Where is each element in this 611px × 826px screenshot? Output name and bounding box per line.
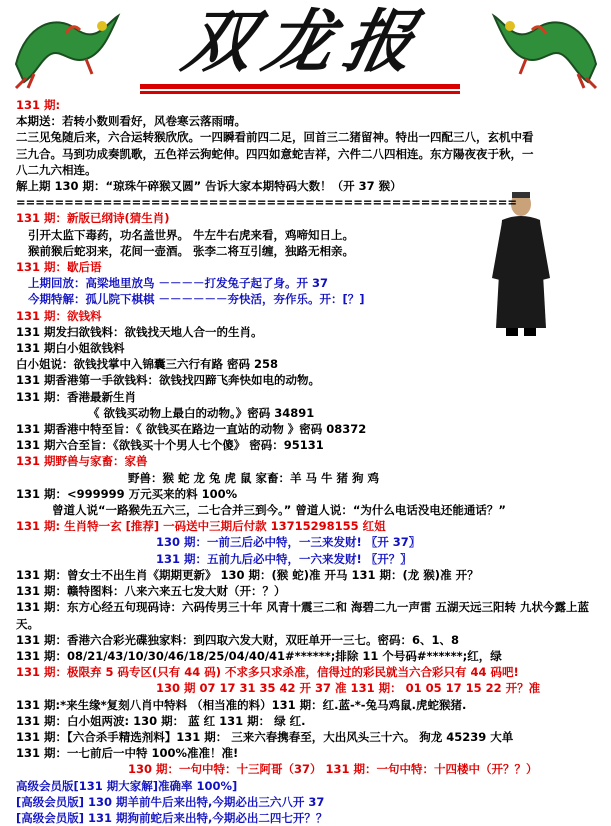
text-line: 130 期：一句中特：十三阿哥（37） 131 期：一句中特：十四楼中（开？？） (128, 762, 538, 777)
text-line: 131 期：五前九后必中特，一六来发财! 〖开？〗 (156, 551, 412, 566)
text-line: 《 欲钱买动物上最白的动物。》密码 34891 (88, 405, 315, 420)
text-line: 131 期：白小姐两波: 130 期： 蓝 红 131 期： 绿 红. (16, 713, 306, 728)
text-line: 今期特解：孤儿院下棋棋 －－－－－－夯快活，夯作乐。开：[？] (28, 292, 365, 307)
text-line: 131 期：<999999 万元买来的料 100% (16, 486, 238, 501)
text-line: 三九合。马到功成奏凯歌，五色祥云狗蛇伸。四四如意蛇吉祥，六件二八四相连。东方陽夜夜于秋，一 (16, 146, 534, 161)
text-line: 猴前猴后蛇羽来，花间一壶酒。 张李二将互引缠，独路无相亲。 (28, 243, 355, 258)
text-line: 131 期野兽与家畜：家兽 (16, 454, 148, 469)
text-line: 131 期六合至旨：《欲钱买十个男人七个傻》 密码：95131 (16, 438, 324, 453)
text-line: [高级会员版] 130 期羊前牛后来出特,今期必出三六八开 37 (16, 794, 325, 809)
text-line: 131 期：欲钱料 (16, 308, 102, 323)
text-line: 曾道人说“一路猴先五六三，二七合并三到今。” 曾道人说：“为什么电话没电还能通话？” (52, 503, 506, 518)
text-line: 131 期：【六合杀手精选剂料】131 期： 三来六春携春至，大出风头三十六。 狗龙 45239 大单 (16, 729, 514, 744)
text-line: 引开太监下毒药，功名盖世界。 牛左牛右虎来看，鸡啼知日上。 (28, 227, 355, 242)
page-title: 双龙报 (176, 2, 434, 82)
text-line: 解上期 130 期：“琼珠午碎猴又圆” 告诉大家本期特码大数！（开 37 猴） (16, 179, 402, 194)
text-line: 野兽：猴 蛇 龙 兔 虎 鼠 家畜：羊 马 牛 猪 狗 鸡 (128, 470, 380, 485)
text-line: 131 期发扫欲钱料：欲钱找天地人合一的生肖。 (16, 324, 263, 339)
text-line: [高级会员版] 131 期狗前蛇后来出特,今期必出二四七开？？ (16, 810, 328, 825)
text-line: 131 期香港中特至旨：《 欲钱买在路边一直站的动物 》密码 08372 (16, 422, 367, 437)
text-line: 131 期白小姐欲钱料 (16, 341, 125, 356)
text-line: 131 期：东方心经五句现码诗：六码传男三十年 风青十震三二和 海碧二九一声雷 五湖天远三阳转 九状今露上蓝天。 (16, 600, 590, 631)
dragon-left-icon (6, 4, 126, 92)
text-line: 131 期：赣特图料：八来六来五七发大财（开：？） (16, 584, 286, 599)
text-line: 131 期：香港六合彩光碟独家料：到四取六发大财，双旺单开一三七。密码：6、1、8 (16, 632, 460, 647)
text-line: 131 期：歇后语 (16, 260, 102, 275)
header-banner (0, 0, 611, 95)
text-line: 高级会员版[131 期大家解]准确率 100%] (16, 778, 238, 793)
text-line: ==================================================== (16, 195, 518, 210)
text-line: 131 期: (16, 98, 61, 112)
article-body (16, 97, 600, 826)
text-line: 八二九六相连。 (16, 162, 97, 177)
dragon-right-icon (486, 4, 606, 92)
text-line: 130 期 07 17 31 35 42 开 37 准 131 期： 01 05 17 15 22 开？准 (156, 681, 541, 696)
text-line: 131 期:*来生缘*复刻八肖中特料 （相当准的料）131 期：红.蓝-*-兔马鸡鼠.虎蛇猴猪. (16, 697, 467, 712)
text-line: 131 期：极限弃 5 码专区(只有 44 码) 不求多只求杀准，信得过的彩民就当六合彩只有 44 码吧! (16, 665, 519, 680)
text-line: 131 期：曾女士不出生肖《期期更新》 130 期：(猴 蛇)准 开马 131 期：(龙 猴)准 开？ (16, 567, 479, 582)
text-line: 上期回放：高梁地里放鸟 －－－－打发兔子起了身。开 37 (28, 276, 329, 291)
text-line: 131 期：08/21/43/10/30/46/18/25/04/40/41#******;排除 11 个号码#******;红，绿 (16, 648, 502, 663)
text-line: 131 期: 生肖特一玄 [推荐] 一码送中三期后付款 13715298155 红姐 (16, 519, 386, 534)
text-line: 131 期：一七前后一中特 100%准准！准! (16, 746, 239, 761)
text-line: 白小姐说：欲钱找掌中入锦囊三六行有路 密码 258 (16, 357, 279, 372)
title-underline (140, 84, 460, 89)
text-line: 131 期：香港最新生肖 (16, 389, 137, 404)
text-line: 二三见兔随后来，六合运转猴欣欣。一四瞬看前四二足，回首三二猪留神。特出一四配三八，玄机中看 (16, 130, 534, 145)
text-line: 本期送：若转小数则看好，风卷寒云落雨晴。 (16, 114, 246, 129)
title-underline-2 (140, 91, 460, 94)
text-line: 130 期：一前三后必中特，一三来发财! 〖开 37〗 (156, 535, 421, 550)
text-line: 131 期：新版已纲诗(猜生肖) (16, 211, 170, 226)
text-line: 131 期香港第一手欲钱料：欲钱找四蹄飞奔快如电的动物。 (16, 373, 321, 388)
